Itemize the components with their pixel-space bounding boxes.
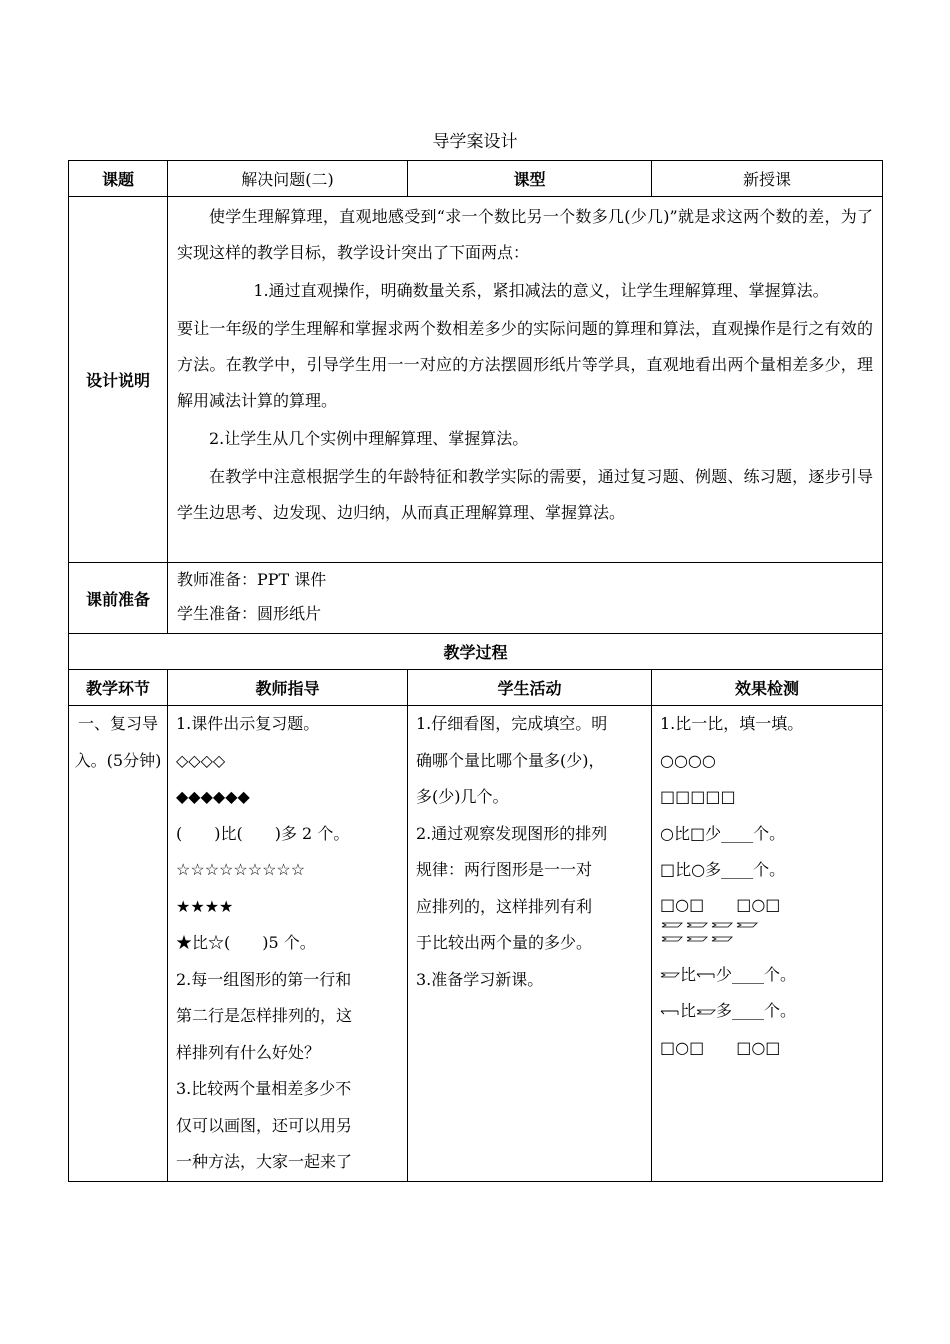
student-activity-cell (408, 706, 652, 1182)
lesson-plan-table (68, 160, 883, 1182)
teacher-line: ☆☆☆☆☆☆☆☆☆ (176, 860, 306, 879)
hook-icon (660, 1007, 680, 1017)
compare-word: 比 (680, 1001, 697, 1020)
topic-label: 课题 (69, 161, 168, 197)
check-line: 1.比一比，填一填。 (660, 714, 804, 733)
col-student-header: 学生活动 (408, 670, 652, 706)
check-line: □○□ □○□ (660, 894, 781, 914)
student-line: 于比较出两个量的多少。 (416, 933, 593, 952)
student-line: 1.仔细看图，完成填空。明 (416, 714, 608, 733)
fish-rows (652, 917, 882, 949)
teacher-line: 第二行是怎样排列的，这 (176, 1006, 353, 1025)
teacher-guidance-cell (168, 706, 408, 1182)
prep-content (168, 563, 883, 634)
design-paragraph-2: 1.通过直观操作，明确数量关系，紧扣减法的意义，让学生理解算理、掌握算法。 (253, 281, 829, 300)
design-paragraph-5: 在教学中注意根据学生的年龄特征和教学实际的需要，通过复习题、例题、练习题，逐步引导学生边思考、边发现、边归纳，从而真正理解算理、掌握算法。 (177, 467, 873, 522)
teacher-line: 一种方法，大家一起来了 (176, 1152, 353, 1171)
student-line: 规律：两行图形是一一对 (416, 860, 593, 879)
check-line: □○□ □○□ (660, 1037, 781, 1057)
teacher-line: ◇◇◇◇ (176, 750, 226, 770)
teacher-line: 1.课件出示复习题。 (176, 714, 320, 733)
teacher-prep: 教师准备：PPT 课件 (177, 570, 327, 589)
process-title-row (69, 634, 883, 670)
stage-cell (69, 706, 168, 1182)
design-paragraph-4: 2.让学生从几个实例中理解算理、掌握算法。 (209, 429, 529, 448)
prep-label: 课前准备 (69, 563, 168, 634)
teacher-line: 仅可以画图，还可以用另 (176, 1115, 353, 1135)
teacher-line: 样排列有什么好处？ (176, 1042, 321, 1062)
check-line: ○比□少____个。 (660, 823, 786, 843)
check-line: ○○○○ (660, 750, 716, 770)
teacher-line: ★比☆( )5 个。 (176, 933, 316, 952)
fish-icon (660, 970, 680, 980)
prep-row (69, 563, 883, 634)
col-teacher-header: 教师指导 (168, 670, 408, 706)
teacher-line: 2.每一组图形的第一行和 (176, 969, 352, 989)
check-line (652, 949, 882, 994)
fish-shapes-icon (660, 919, 770, 947)
header-row (69, 161, 883, 197)
process-header-row (69, 670, 883, 706)
more-blank: 多____个。 (716, 1001, 797, 1020)
hook-icon (696, 970, 716, 980)
document-title: 导学案设计 (432, 132, 518, 152)
teacher-line: ★★★★ (176, 896, 234, 916)
design-row (69, 197, 883, 563)
stage-row (69, 706, 883, 1182)
col-stage-header: 教学环节 (69, 670, 168, 706)
less-blank: 少____个。 (716, 964, 797, 984)
design-paragraph-3: 要让一年级的学生理解和掌握求两个数相差多少的实际问题的算理和算法，直观操作是行之有效的方法。在教学中，引导学生用一一对应的方法摆圆形纸片等学具，直观地看出两个量相差多少，理解用减法计算的算理。 (177, 319, 873, 410)
student-prep: 学生准备：圆形纸片 (177, 604, 322, 623)
check-line: □比○多____个。 (660, 860, 786, 879)
check-line (652, 993, 882, 1030)
student-line: 3.准备学习新课。 (416, 969, 544, 989)
type-label: 课型 (408, 161, 652, 197)
type-value: 新授课 (652, 161, 883, 197)
col-check-header: 效果检测 (652, 670, 883, 706)
topic-value: 解决问题(二) (168, 161, 408, 197)
teacher-line: ◆◆◆◆◆◆ (176, 787, 250, 806)
process-title: 教学过程 (69, 634, 883, 670)
fish-icon (696, 1007, 716, 1017)
student-line: 确哪个量比哪个量多(少)， (416, 750, 605, 770)
teacher-line: 3.比较两个量相差多少不 (176, 1079, 352, 1098)
effect-check-cell (652, 706, 883, 1182)
compare-word: 比 (680, 964, 697, 984)
check-line: □□□□□ (660, 787, 736, 806)
design-content (168, 197, 883, 563)
stage-label: 一、复习导入。(5分钟) (74, 714, 162, 770)
student-line: 2.通过观察发现图形的排列 (416, 823, 608, 843)
student-line: 多(少)几个。 (416, 787, 509, 806)
student-line: 应排列的，这样排列有利 (416, 896, 593, 916)
teacher-line: ( )比( )多 2 个。 (176, 823, 350, 843)
design-paragraph-1: 使学生理解算理，直观地感受到“求一个数比另一个数多几(少几)”就是求这两个数的差，为了实现这样的教学目标，教学设计突出了下面两点： (177, 207, 873, 262)
design-label: 设计说明 (69, 197, 168, 563)
